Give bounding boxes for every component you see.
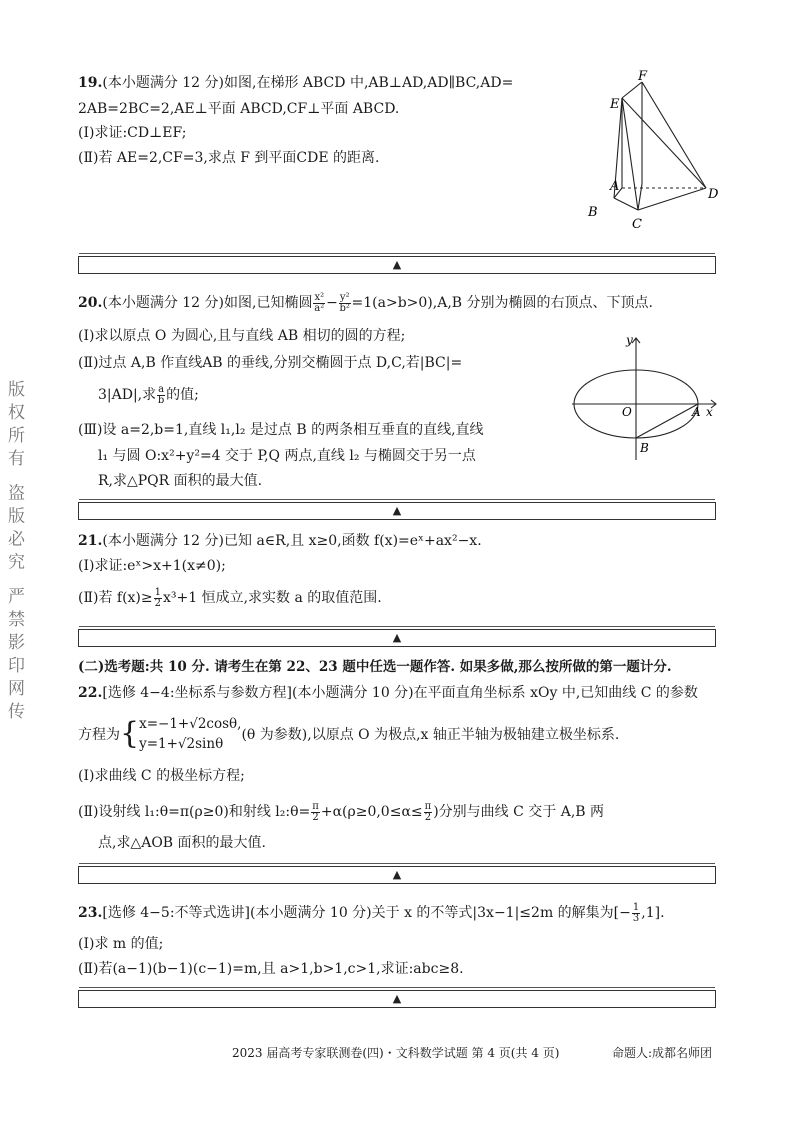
q20-part3-b: l₁ 与圆 O:x²+y²=4 交于 P,Q 两点,直线 l₂ 与椭圆交于另一点 <box>98 448 476 464</box>
footer-page-info: 2023 届高考专家联测卷(四)・文科数学试题 第 4 页(共 4 页) <box>232 1046 560 1060</box>
fig20-label-O: O <box>622 405 632 419</box>
elective-header: (二)选考题:共 10 分. 请考生在第 22、23 题中任选一题作答. 如果多做,那么按所做的第一题计分. <box>78 659 672 675</box>
fig19-label-A: A <box>610 179 620 194</box>
fig19-label-D: D <box>708 187 719 202</box>
q20-part2-c: 的值; <box>166 387 199 403</box>
q22-part2-d: )分别与曲线 C 交于 A,B 两 <box>433 804 605 820</box>
q19-stem-1: (本小题满分 12 分)如图,在梯形 ABCD 中,AB⊥AD,AD∥BC,AD= <box>102 75 514 91</box>
interval-right: ,1]. <box>641 905 665 921</box>
fig20-label-x: x <box>706 405 713 419</box>
pi-half-frac-2 <box>424 802 433 823</box>
q22-number: 22. <box>78 685 103 701</box>
a-over-b-num: a <box>158 383 165 395</box>
footer-author: 命题人:成都名师团 <box>612 1046 713 1060</box>
q22-part2-c: (ρ≥0,0≤α≤ <box>342 804 423 820</box>
q20-part2-b: 3|AD|,求 <box>98 387 157 403</box>
q22-part2-e: 点,求△AOB 面积的最大值. <box>98 835 266 851</box>
answer-area-q23[interactable] <box>78 990 716 1008</box>
q20-part2-line2 <box>98 382 199 408</box>
param-eq-y: y=1+√2sinθ <box>139 736 224 752</box>
answer-area-q21[interactable] <box>78 629 716 647</box>
q19-part1: (Ⅰ)求证:CD⊥EF; <box>78 125 187 141</box>
q21-part1: (Ⅰ)求证:eˣ>x+1(x≠0); <box>78 558 226 574</box>
fig19-edge-CD <box>638 188 706 210</box>
q20-part2-a: (Ⅱ)过点 A,B 作直线AB 的垂线,分别交椭圆于点 D,C,若|BC|= <box>78 355 463 371</box>
fig20-label-B: B <box>640 441 649 455</box>
ellipse-y-frac <box>339 293 351 314</box>
left-brace: { <box>120 716 140 751</box>
interval-left: [− <box>613 905 631 921</box>
q20-stem-a: (本小题满分 12 分)如图,已知椭圆 <box>102 295 313 311</box>
q23-part2: (Ⅱ)若(a−1)(b−1)(c−1)=m,且 a>1,b>1,c>1,求证:abc≥8. <box>78 961 464 977</box>
q19-part2: (Ⅱ)若 AE=2,CF=3,求点 F 到平面CDE 的距离. <box>78 150 380 166</box>
fig19-label-E: E <box>610 97 620 112</box>
q19-number: 19. <box>78 75 103 91</box>
ellipse-minus: − <box>326 295 338 311</box>
answer-marker-icon: ▲ <box>392 631 402 644</box>
fig19-edge-EC <box>622 98 638 210</box>
q22-stem-1: [选修 4−4:坐标系与参数方程](本小题满分 10 分)在平面直角坐标系 xOy 中,已知曲线 C 的参数 <box>102 685 698 701</box>
ellipse-y-num: y² <box>339 291 350 303</box>
q22-stem-2b: (θ 为参数),以原点 O 为极点,x 轴正半轴为极轴建立极坐标系. <box>241 727 620 743</box>
q19-line1 <box>78 74 513 92</box>
fig20-line-AB <box>636 404 698 438</box>
q19-figure <box>578 68 728 233</box>
q20-stem-b: =1(a>b>0),A,B 分别为椭圆的右顶点、下顶点. <box>351 295 653 311</box>
fig19-label-C: C <box>632 217 642 232</box>
q20-number: 20. <box>78 295 103 311</box>
one-third-num: 1 <box>632 901 640 913</box>
answer-area-q19[interactable] <box>78 256 716 274</box>
side-copyright-text: 版权所有 盗版必究 严禁影印网传 <box>4 380 24 725</box>
fig19-label-B: B <box>588 205 598 220</box>
ellipse-x-den: a² <box>314 302 325 314</box>
answer-area-q20[interactable] <box>78 502 716 520</box>
q19-stem-2: 2AB=2BC=2,AE⊥平面 ABCD,CF⊥平面 ABCD. <box>78 101 400 117</box>
half-frac <box>154 588 162 609</box>
q20-part3-c: R,求△PQR 面积的最大值. <box>98 473 263 489</box>
q21-part2 <box>78 586 382 610</box>
ellipse-x-num: x² <box>314 291 325 303</box>
pi-half-frac-1 <box>311 802 320 823</box>
pi-num-1: π <box>312 800 319 812</box>
q22-line2 <box>78 712 619 756</box>
q22-part1: (Ⅰ)求曲线 C 的极坐标方程; <box>78 768 245 784</box>
param-equations <box>139 714 241 754</box>
q22-part2-a: (Ⅱ)设射线 l₁:θ=π(ρ≥0)和射线 l₂:θ= <box>78 804 311 820</box>
fig20-label-y: y <box>626 333 633 347</box>
q22-line1 <box>78 684 698 702</box>
a-over-b-den: b <box>157 394 165 406</box>
fig19-edge-BC <box>614 198 638 210</box>
half-num: 1 <box>154 586 161 598</box>
fig20-label-A: A <box>692 405 701 419</box>
fig19-edge-ED <box>622 98 706 188</box>
half-den: 2 <box>154 597 161 609</box>
q20-line1 <box>78 292 653 314</box>
q23-part1: (Ⅰ)求 m 的值; <box>78 936 164 952</box>
a-over-b-frac <box>157 385 165 406</box>
fig19-edge-EF <box>622 82 642 98</box>
pi-den-2: 2 <box>424 811 432 823</box>
q22-part2-b: +α <box>320 804 343 820</box>
q20-figure <box>568 332 728 464</box>
fig19-label-F: F <box>638 69 648 84</box>
ellipse-x-frac <box>313 293 325 314</box>
answer-marker-icon: ▲ <box>392 258 402 271</box>
q21-number: 21. <box>78 533 103 549</box>
answer-marker-icon: ▲ <box>392 504 402 517</box>
q21-part2-a: (Ⅱ)若 f(x)≥ <box>78 590 153 606</box>
ellipse-y-den: b² <box>339 302 350 314</box>
q20-part3-a: (Ⅲ)设 a=2,b=1,直线 l₁,l₂ 是过点 B 的两条相互垂直的直线,直线 <box>78 422 484 438</box>
pi-num-2: π <box>424 800 432 812</box>
q22-part2 <box>78 800 604 824</box>
q23-number: 23. <box>78 905 103 921</box>
q22-stem-2a: 方程为 <box>78 727 120 743</box>
fig19-edge-FD <box>642 82 706 188</box>
one-third-frac <box>632 903 640 924</box>
q21-line1 <box>78 532 482 550</box>
q20-part1: (Ⅰ)求以原点 O 为圆心,且与直线 AB 相切的圆的方程; <box>78 328 406 344</box>
param-eq-x: x=−1+√2cosθ, <box>139 716 242 732</box>
q21-stem: (本小题满分 12 分)已知 a∈R,且 x≥0,函数 f(x)=eˣ+ax²−x. <box>102 533 482 549</box>
q21-part2-b: x³+1 恒成立,求实数 a 的取值范围. <box>163 590 382 606</box>
q23-stem: [选修 4−5:不等式选讲](本小题满分 10 分)关于 x 的不等式|3x−1|≤2m 的解集为 <box>102 905 614 921</box>
pi-den-1: 2 <box>312 811 319 823</box>
answer-marker-icon: ▲ <box>392 992 402 1005</box>
q23-line1 <box>78 900 665 926</box>
answer-area-q22[interactable] <box>78 866 716 884</box>
one-third-den: 3 <box>632 912 640 924</box>
answer-marker-icon: ▲ <box>392 868 402 881</box>
